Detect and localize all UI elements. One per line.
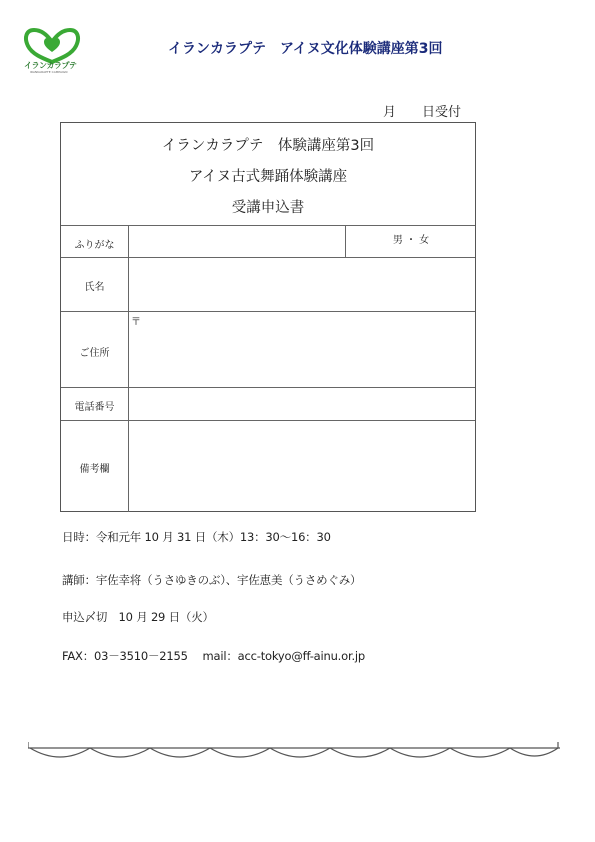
contact-info: FAX：03－3510－2155 mail：acc-tokyo@ff-ainu.or.jp <box>62 649 365 663</box>
phone-label: 電話番号 <box>74 402 115 413</box>
gender-options[interactable]: 男 ・ 女 <box>392 235 430 246</box>
form-title-area <box>61 123 475 225</box>
logo-text: イランカラプテ <box>24 61 77 70</box>
logo-subtext: IRANKARAPTE CAMPAIGN <box>30 70 68 74</box>
decorative-border <box>28 740 560 770</box>
received-date-field <box>383 101 461 120</box>
postal-mark: 〒 <box>131 317 141 328</box>
application-form <box>60 122 476 512</box>
event-datetime: 日時：令和元年 10 月 31 日（木）13：30〜16：30 <box>62 530 331 544</box>
day-received-label: 日受付 <box>422 105 462 120</box>
remarks-label: 備考欄 <box>79 464 110 475</box>
remarks-field[interactable] <box>129 421 476 511</box>
furigana-label: ふりがな <box>74 240 115 251</box>
form-title-line-2: アイヌ古式舞踊体験講座 <box>188 169 348 185</box>
name-field[interactable] <box>129 258 476 310</box>
form-title-line-3: 受講申込書 <box>231 200 305 216</box>
month-label: 月 <box>383 105 397 120</box>
phone-field[interactable] <box>129 388 476 419</box>
name-label: 氏名 <box>84 282 105 293</box>
address-field[interactable] <box>129 312 476 386</box>
page-title: イランカラプテ アイヌ文化体験講座第3回 <box>168 41 443 57</box>
form-title-line-1: イランカラプテ 体験講座第3回 <box>161 138 375 154</box>
address-label: ご住所 <box>79 348 110 359</box>
lecturers: 講師：宇佐幸将（うさゆきのぶ）、宇佐恵美（うさめぐみ） <box>62 573 362 587</box>
furigana-field[interactable] <box>129 226 344 256</box>
application-deadline: 申込〆切 10 月 29 日（火） <box>62 610 214 624</box>
